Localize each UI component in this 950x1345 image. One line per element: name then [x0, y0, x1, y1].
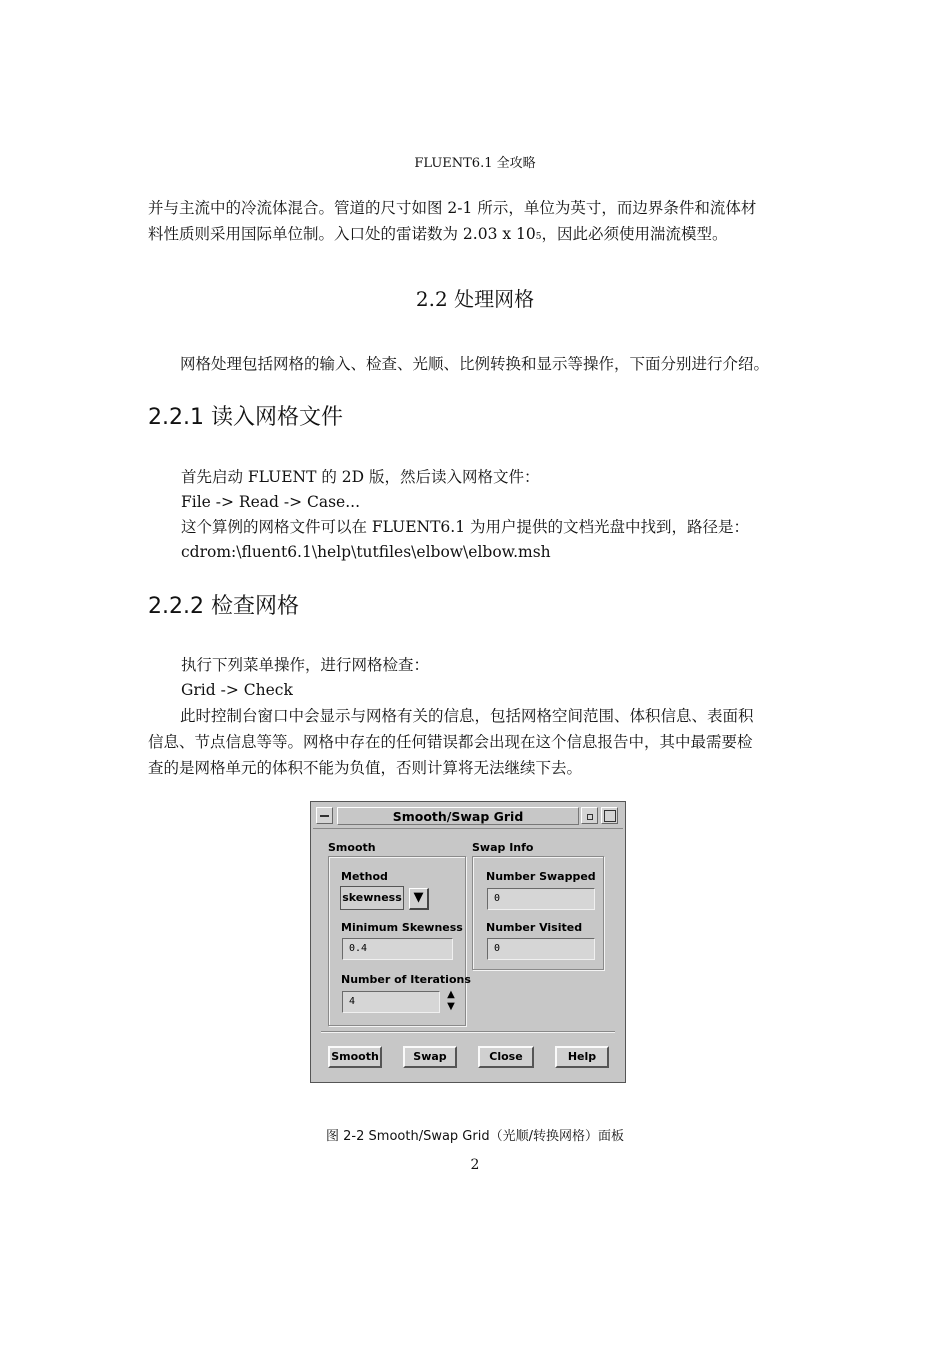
section-intro: 网格处理包括网格的输入、检查、光顺、比例转换和显示等操作，下面分别进行介绍。	[180, 355, 770, 373]
window-menu-button[interactable]	[316, 807, 333, 824]
sub2-para-line-2: 信息、节点信息等等。网格中存在的任何错误都会出现在这个信息报告中，其中最需要检	[148, 733, 753, 751]
swap-info-label: Swap Info	[472, 841, 534, 854]
swap-button[interactable]: Swap	[403, 1046, 457, 1068]
number-visited-label: Number Visited	[486, 921, 583, 934]
intro-paragraph	[148, 195, 808, 250]
minimize-button[interactable]	[581, 807, 598, 824]
smooth-button[interactable]: Smooth	[328, 1046, 382, 1068]
min-skewness-input[interactable]: 0.4	[342, 938, 453, 960]
method-label: Method	[341, 870, 388, 883]
page-number: 2	[470, 1157, 480, 1173]
chevron-down-icon: ▼	[413, 890, 424, 905]
method-select[interactable]: skewness	[340, 886, 404, 910]
iterations-label: Number of Iterations	[341, 973, 471, 986]
running-header: FLUENT6.1 全攻略	[414, 156, 536, 171]
divider	[321, 1031, 615, 1033]
step-up-icon[interactable]: ▲	[447, 989, 455, 1000]
sub1-line-2: File -> Read -> Case...	[181, 493, 361, 511]
mesh-file-path: cdrom:\fluent6.1\help\tutfiles\elbow\elbow.msh	[181, 543, 551, 561]
sub2-paragraph	[148, 703, 808, 781]
sub2-para-line-1: 此时控制台窗口中会显示与网格有关的信息，包括网格空间范围、体积信息、表面积	[180, 707, 754, 725]
sub1-line-1: 首先启动 FLUENT 的 2D 版，然后读入网格文件：	[181, 468, 540, 486]
sub2-line-1: 执行下列菜单操作，进行网格检查：	[181, 656, 430, 674]
subsection-title-2: 2.2.2 检查网格	[148, 594, 299, 619]
section-title: 2.2 处理网格	[415, 287, 535, 311]
menu-dash-icon	[320, 815, 329, 817]
sub1-line-3: 这个算例的网格文件可以在 FLUENT6.1 为用户提供的文档光盘中找到，路径是：	[181, 518, 749, 536]
number-swapped-label: Number Swapped	[486, 870, 596, 883]
close-button[interactable]: Close	[478, 1046, 534, 1068]
sub2-para-line-3: 查的是网格单元的体积不能为负值，否则计算将无法继续下去。	[148, 759, 583, 777]
figure-caption: 图 2-2 Smooth/Swap Grid（光顺/转换网格）面板	[326, 1129, 624, 1144]
intro-line-1: 并与主流中的冷流体混合。管道的尺寸如图 2-1 所示，单位为英寸，而边界条件和流体材	[148, 199, 757, 217]
number-visited-field: 0	[487, 938, 595, 960]
maximize-icon	[604, 810, 616, 822]
iterations-input[interactable]: 4	[342, 991, 440, 1013]
smooth-group-label: Smooth	[328, 841, 376, 854]
reynolds-exponent: 5	[535, 232, 542, 242]
iterations-stepper[interactable]	[444, 989, 458, 1017]
title-bar[interactable]	[313, 804, 623, 829]
subsection-title-1: 2.2.1 读入网格文件	[148, 405, 343, 430]
maximize-button[interactable]	[601, 807, 618, 824]
number-swapped-field: 0	[487, 888, 595, 910]
intro-line-2	[148, 221, 808, 250]
sub2-line-2: Grid -> Check	[181, 681, 293, 699]
dialog-title: Smooth/Swap Grid	[337, 807, 579, 825]
smooth-swap-dialog	[310, 801, 626, 1083]
minimize-icon	[587, 814, 593, 820]
step-down-icon[interactable]: ▼	[447, 1001, 455, 1012]
help-button[interactable]: Help	[555, 1046, 609, 1068]
min-skewness-label: Minimum Skewness	[341, 921, 463, 934]
intro-line-2-text: 料性质则采用国际单位制。入口处的雷诺数为 2.03 x 10	[148, 225, 536, 243]
method-dropdown-button[interactable]	[409, 888, 429, 910]
intro-line-2-end: ，因此必须使用湍流模型。	[541, 225, 728, 243]
